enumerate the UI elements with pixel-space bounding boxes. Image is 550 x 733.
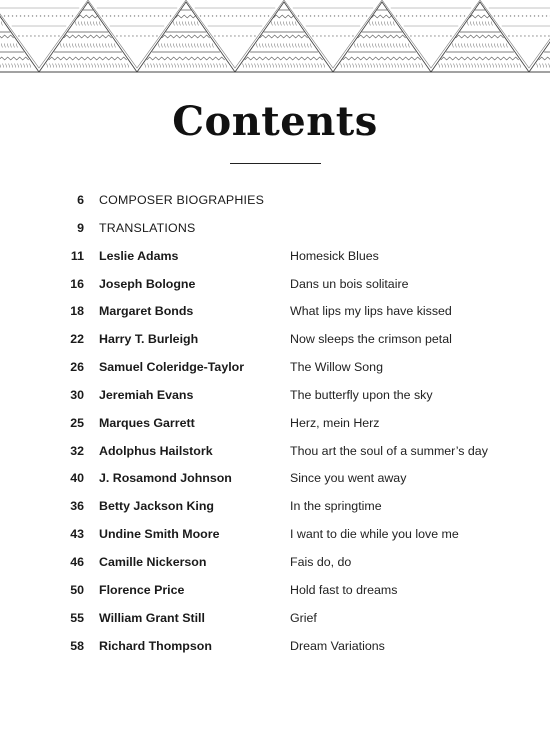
toc-composer-name: Jeremiah Evans [99, 387, 194, 402]
toc-composer-name: Leslie Adams [99, 248, 179, 263]
toc-song-title: Grief [290, 610, 317, 625]
toc-page-number: 46 [70, 554, 84, 569]
toc-composer-name: Camille Nickerson [99, 554, 207, 569]
toc-song-title: Hold fast to dreams [290, 582, 398, 597]
toc-entry[interactable] [0, 354, 550, 382]
toc-page-number: 22 [70, 332, 84, 347]
toc-song-title: Fais do, do [290, 554, 352, 569]
toc-song-title: The butterfly upon the sky [290, 387, 433, 402]
toc-composer-name: Adolphus Hailstork [99, 443, 213, 458]
toc-page-number: 58 [70, 638, 84, 653]
title-divider [230, 163, 321, 164]
toc-page-number: 18 [70, 304, 84, 319]
toc-entry[interactable] [0, 438, 550, 466]
toc-song-title: I want to die while you love me [290, 527, 459, 542]
toc-entry[interactable] [0, 465, 550, 493]
toc-composer-name: William Grant Still [99, 610, 205, 625]
toc-entry[interactable] [0, 326, 550, 354]
toc-composer-name: J. Rosamond Johnson [99, 471, 232, 486]
toc-entry[interactable] [0, 633, 550, 661]
toc-entry[interactable] [0, 382, 550, 410]
toc-entry[interactable] [0, 577, 550, 605]
page-title: Contents [172, 98, 378, 145]
toc-composer-name: Margaret Bonds [99, 304, 194, 319]
toc-composer-name: Florence Price [99, 582, 185, 597]
toc-song-title: Dream Variations [290, 638, 385, 653]
toc-page-number: 26 [70, 360, 84, 375]
toc-composer-name: Joseph Bologne [99, 276, 196, 291]
toc-page-number: 40 [70, 471, 84, 486]
toc-section-title: TRANSLATIONS [99, 220, 196, 235]
toc-section-title: COMPOSER BIOGRAPHIES [99, 193, 265, 207]
toc-song-title: In the springtime [290, 499, 382, 514]
toc-entry[interactable] [0, 549, 550, 577]
toc-song-title: Thou art the soul of a summer’s day [290, 443, 488, 458]
toc-page-number: 36 [70, 499, 84, 514]
toc-entry[interactable] [0, 521, 550, 549]
toc-page-number: 11 [70, 248, 84, 263]
decorative-triangle-banner [0, 0, 550, 76]
toc-composer-name: Betty Jackson King [99, 499, 214, 514]
toc-entry[interactable] [0, 605, 550, 633]
toc-entry[interactable] [0, 493, 550, 521]
toc-page-number: 25 [70, 415, 84, 430]
toc-page-number: 16 [70, 276, 84, 291]
toc-page-number: 6 [77, 193, 84, 207]
toc-composer-name: Samuel Coleridge-Taylor [99, 360, 245, 375]
toc-song-title: Herz, mein Herz [290, 415, 380, 430]
toc-page-number: 55 [70, 610, 84, 625]
toc-entry[interactable] [0, 215, 550, 243]
toc-composer-name: Harry T. Burleigh [99, 332, 199, 347]
toc-composer-name: Undine Smith Moore [99, 527, 220, 542]
toc-entry[interactable] [0, 271, 550, 299]
toc-entry[interactable] [0, 410, 550, 438]
toc-composer-name: Richard Thompson [99, 638, 212, 653]
toc-song-title: Since you went away [290, 471, 407, 486]
toc-composer-name: Marques Garrett [99, 415, 195, 430]
toc-page-number: 32 [70, 443, 84, 458]
toc-song-title: What lips my lips have kissed [290, 304, 452, 319]
toc-entry[interactable] [0, 298, 550, 326]
toc-song-title: The Willow Song [290, 360, 383, 375]
toc-song-title: Now sleeps the crimson petal [290, 332, 452, 347]
toc-page-number: 50 [70, 582, 84, 597]
table-of-contents [0, 187, 550, 660]
toc-page-number: 9 [77, 220, 84, 235]
toc-entry[interactable] [0, 243, 550, 271]
toc-song-title: Dans un bois solitaire [290, 276, 409, 291]
toc-page-number: 30 [70, 387, 84, 402]
toc-entry[interactable] [0, 187, 550, 215]
toc-page-number: 43 [70, 527, 84, 542]
toc-song-title: Homesick Blues [290, 248, 379, 263]
